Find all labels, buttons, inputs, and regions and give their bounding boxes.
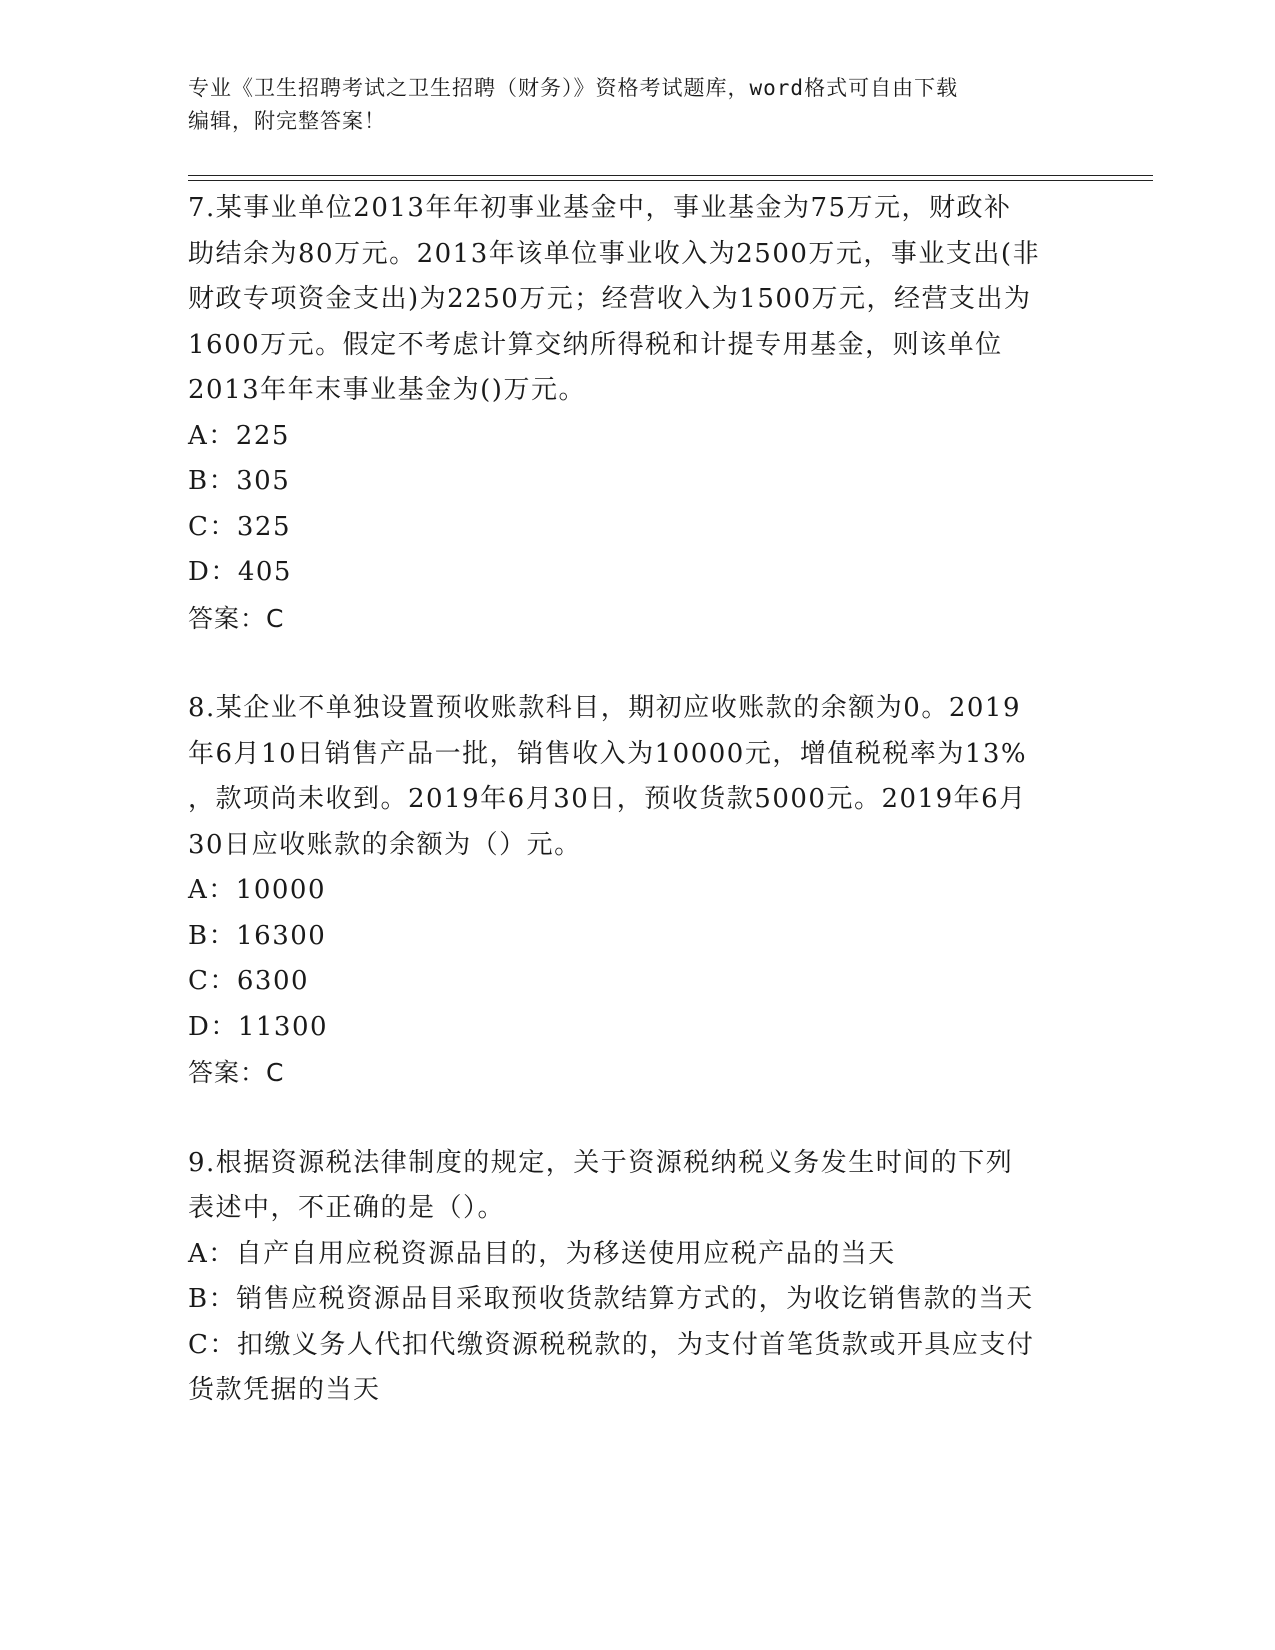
option-b: B：305: [188, 466, 291, 496]
question-stem-line: 表述中，不正确的是（）。: [188, 1193, 506, 1223]
question-stem-line: 财政专项资金支出)为2250万元；经营收入为1500万元，经营支出为: [188, 284, 1032, 314]
header-line: 编辑，附完整答案！: [188, 109, 386, 133]
option-a: A：225: [188, 420, 290, 451]
document-header: [188, 72, 1068, 138]
header-divider-bottom: [188, 180, 1153, 181]
question-stem-line: 7.某事业单位2013年年初事业基金中，事业基金为75万元，财政补: [188, 193, 1012, 223]
question-9: [188, 1141, 1088, 1414]
answer-label: 答案：C: [188, 603, 285, 633]
option-c-continued: 货款凭据的当天: [188, 1375, 381, 1405]
option-c: C：6300: [188, 966, 310, 996]
question-spacer: [188, 1096, 1088, 1141]
question-spacer: [188, 641, 1088, 686]
option-b: B：16300: [188, 920, 327, 951]
question-stem-line: ，款项尚未收到。2019年6月30日，预收货款5000元。2019年6月: [188, 784, 1027, 814]
option-b: B：销售应税资源品目采取预收货款结算方式的，为收讫销售款的当天: [188, 1284, 1034, 1314]
option-a: A：10000: [188, 875, 326, 905]
header-divider-top: [188, 175, 1153, 176]
header-line: 专业《卫生招聘考试之卫生招聘（财务）》资格考试题库，word格式可自由下载: [188, 76, 959, 100]
question-stem-line: 9.根据资源税法律制度的规定，关于资源税纳税义务发生时间的下列: [188, 1147, 1014, 1178]
option-c: C：扣缴义务人代扣代缴资源税税款的，为支付首笔货款或开具应支付: [188, 1329, 1035, 1360]
question-7: [188, 186, 1088, 641]
question-stem-line: 年6月10日销售产品一批，销售收入为10000元，增值税税率为13%: [188, 738, 1028, 769]
option-d: D：11300: [188, 1011, 329, 1042]
option-a: A：自产自用应税资源品目的，为移送使用应税产品的当天: [188, 1238, 896, 1269]
answer-label: 答案：C: [188, 1058, 285, 1087]
question-list: [188, 186, 1088, 1414]
option-d: D：405: [188, 557, 292, 587]
option-c: C：325: [188, 511, 292, 542]
question-stem-line: 1600万元。假定不考虑计算交纳所得税和计提专用基金，则该单位: [188, 329, 1003, 360]
question-stem-line: 助结余为80万元。2013年该单位事业收入为2500万元，事业支出(非: [188, 238, 1041, 269]
question-stem-line: 8.某企业不单独设置预收账款科目，期初应收账款的余额为0。2019: [188, 693, 1022, 723]
question-stem-line: 2013年年末事业基金为()万元。: [188, 375, 586, 405]
question-stem-line: 30日应收账款的余额为（）元。: [188, 829, 582, 860]
question-8: [188, 686, 1088, 1096]
